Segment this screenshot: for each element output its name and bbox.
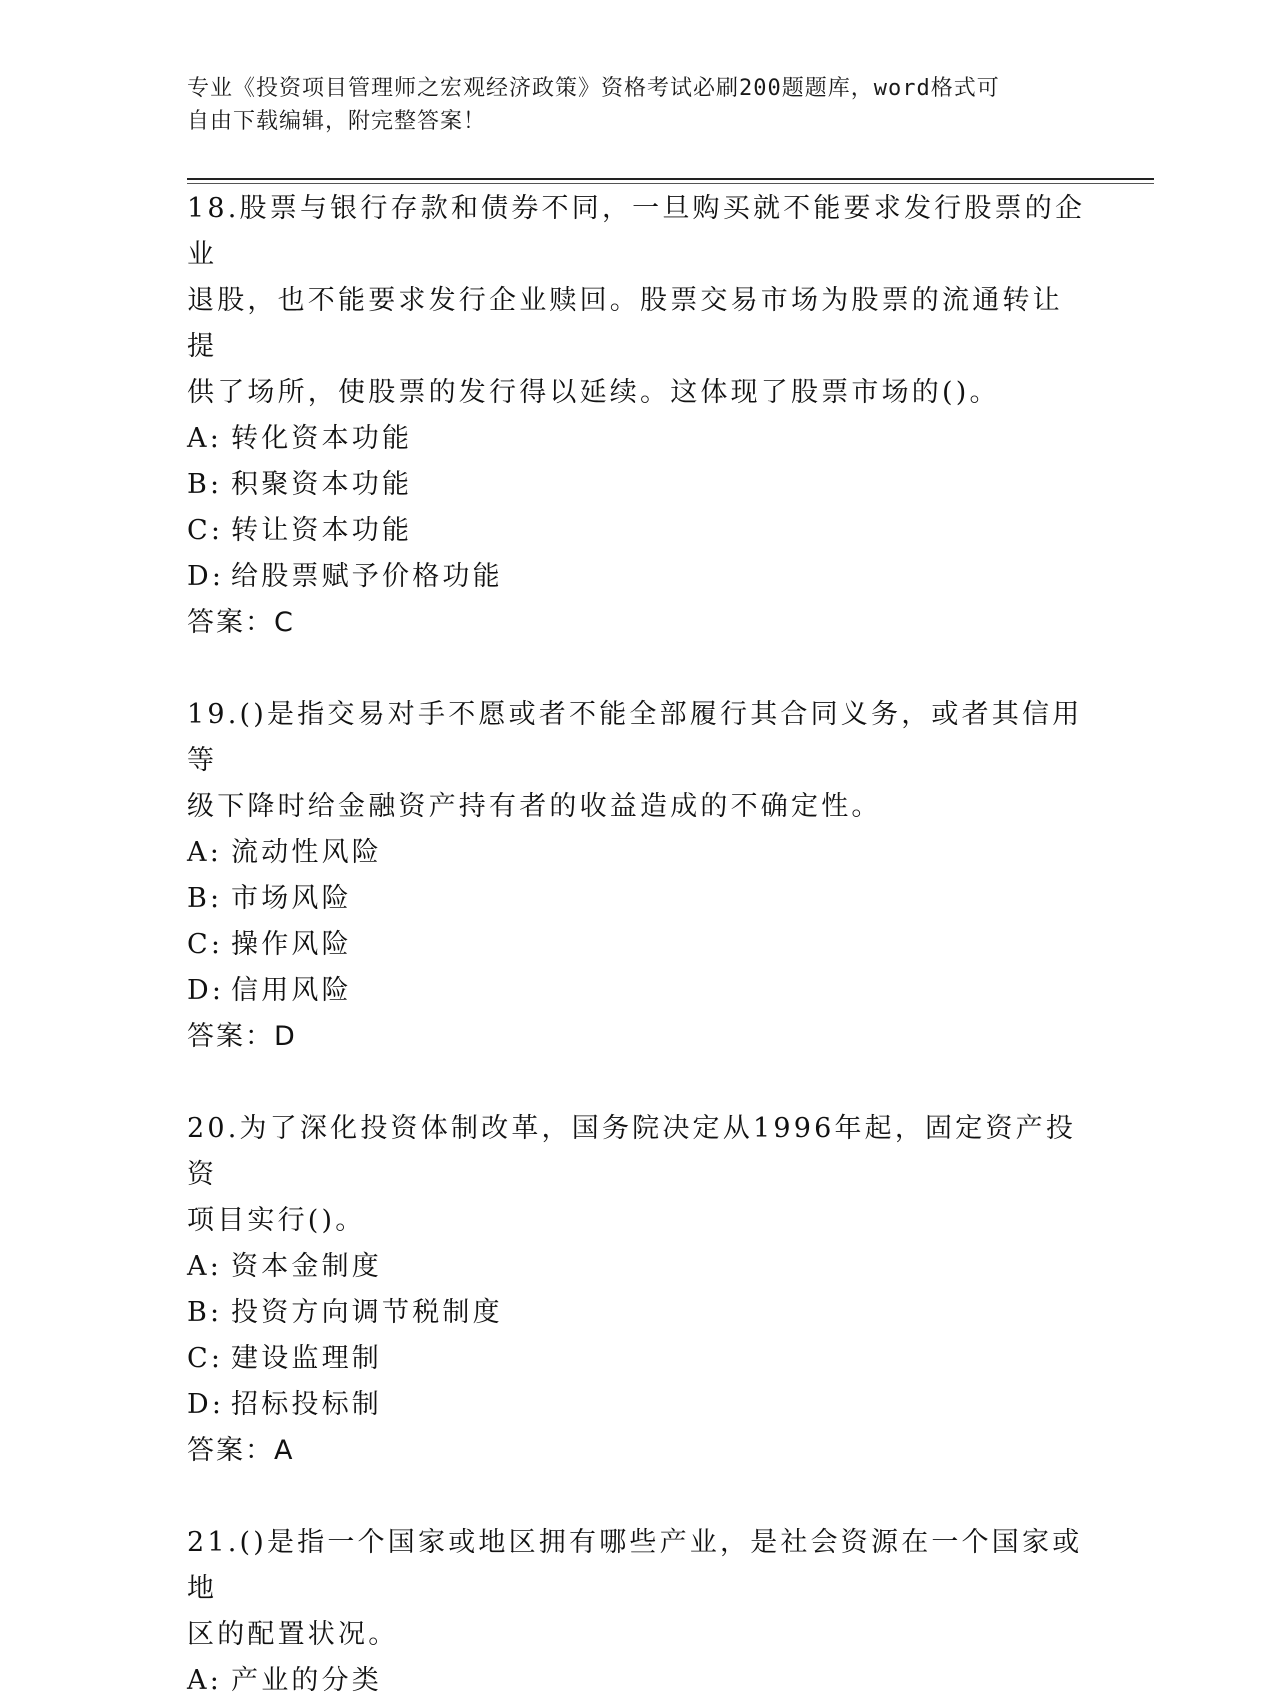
option-key: C: bbox=[187, 929, 224, 960]
question-item bbox=[187, 1520, 1087, 1704]
option-key: B: bbox=[187, 469, 223, 500]
answer-option bbox=[187, 462, 1087, 508]
question-stem-line: 项目实行()。 bbox=[187, 1205, 366, 1236]
question-list bbox=[187, 186, 1087, 1704]
question-spacer bbox=[187, 646, 1087, 692]
option-key: B: bbox=[187, 883, 223, 914]
option-text: 转让资本功能 bbox=[231, 515, 413, 546]
option-text: 给股票赋予价格功能 bbox=[231, 561, 503, 592]
question-stem-line: 19.()是指交易对手不愿或者不能全部履行其合同义务，或者其信用等 bbox=[187, 699, 1083, 776]
option-text: 建设监理制 bbox=[231, 1343, 382, 1374]
option-text: 产业的分类 bbox=[231, 1665, 382, 1696]
answer-option bbox=[187, 554, 1087, 600]
answer-option bbox=[187, 1658, 1087, 1704]
answer-option bbox=[187, 968, 1087, 1014]
document-header bbox=[187, 72, 1067, 138]
question-stem-line: 区的配置状况。 bbox=[187, 1619, 399, 1650]
option-key: C: bbox=[187, 1343, 224, 1374]
answer-option bbox=[187, 416, 1087, 462]
answer-option bbox=[187, 508, 1087, 554]
answer-option bbox=[187, 922, 1087, 968]
header-line-1: 专业《投资项目管理师之宏观经济政策》资格考试必刷200题题库，word格式可 bbox=[187, 76, 1000, 101]
option-text: 资本金制度 bbox=[231, 1251, 382, 1282]
answer-option bbox=[187, 830, 1087, 876]
answer-option bbox=[187, 1290, 1087, 1336]
answer-key: 答案：C bbox=[187, 607, 295, 638]
option-text: 市场风险 bbox=[231, 883, 352, 914]
question-stem-line: 退股，也不能要求发行企业赎回。股票交易市场为股票的流通转让提 bbox=[187, 285, 1063, 362]
option-text: 招标投标制 bbox=[231, 1389, 382, 1420]
answer-option bbox=[187, 1382, 1087, 1428]
option-key: A: bbox=[187, 837, 222, 868]
answer-option bbox=[187, 1244, 1087, 1290]
answer-option bbox=[187, 876, 1087, 922]
question-item bbox=[187, 1106, 1087, 1520]
option-key: C: bbox=[187, 515, 224, 546]
question-stem-line: 级下降时给金融资产持有者的收益造成的不确定性。 bbox=[187, 791, 882, 822]
question-item bbox=[187, 186, 1087, 692]
header-divider bbox=[187, 178, 1154, 180]
option-key: B: bbox=[187, 1297, 223, 1328]
option-text: 投资方向调节税制度 bbox=[231, 1297, 503, 1328]
option-text: 转化资本功能 bbox=[231, 423, 413, 454]
question-item bbox=[187, 692, 1087, 1106]
option-key: D: bbox=[187, 975, 225, 1006]
option-key: D: bbox=[187, 1389, 225, 1420]
option-key: A: bbox=[187, 423, 222, 454]
option-text: 操作风险 bbox=[231, 929, 352, 960]
option-text: 流动性风险 bbox=[231, 837, 382, 868]
answer-key: 答案：A bbox=[187, 1435, 295, 1466]
question-spacer bbox=[187, 1060, 1087, 1106]
question-stem-line: 21.()是指一个国家或地区拥有哪些产业，是社会资源在一个国家或地 bbox=[187, 1527, 1083, 1604]
option-text: 信用风险 bbox=[231, 975, 352, 1006]
option-key: A: bbox=[187, 1665, 222, 1696]
option-text: 积聚资本功能 bbox=[231, 469, 413, 500]
question-stem-line: 供了场所，使股票的发行得以延续。这体现了股票市场的()。 bbox=[187, 377, 1000, 408]
question-stem-line: 18.股票与银行存款和债券不同，一旦购买就不能要求发行股票的企业 bbox=[187, 193, 1086, 270]
option-key: A: bbox=[187, 1251, 222, 1282]
header-divider-thin bbox=[187, 183, 1154, 184]
question-spacer bbox=[187, 1474, 1087, 1520]
answer-key: 答案：D bbox=[187, 1021, 297, 1052]
answer-option bbox=[187, 1336, 1087, 1382]
question-stem-line: 20.为了深化投资体制改革，国务院决定从1996年起，固定资产投资 bbox=[187, 1113, 1077, 1190]
option-key: D: bbox=[187, 561, 225, 592]
header-line-2: 自由下载编辑，附完整答案！ bbox=[187, 109, 487, 134]
